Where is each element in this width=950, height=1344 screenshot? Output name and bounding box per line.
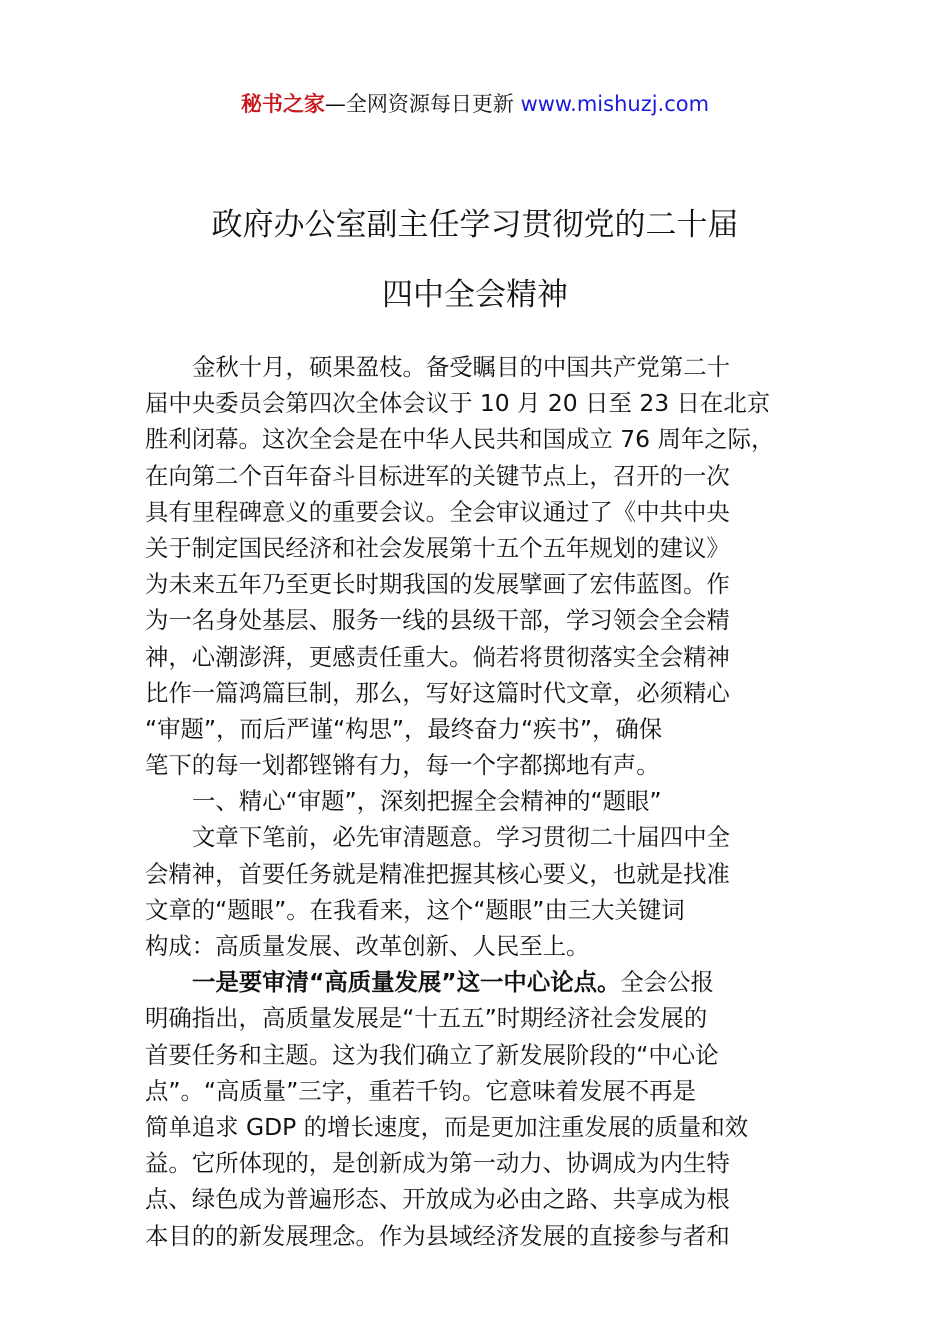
paragraph-line: 为未来五年乃至更长时期我国的发展擘画了宏伟蓝图。作	[145, 570, 730, 599]
paragraph-text: 全会公报	[620, 968, 714, 997]
document-title	[0, 190, 950, 330]
paragraph-line: 笔下的每一划都铿锵有力，每一个字都掷地有声。	[145, 751, 660, 780]
paragraph-line: 具有里程碑意义的重要会议。全会审议通过了《中共中央	[145, 497, 730, 526]
paragraph-line: 构成：高质量发展、改革创新、人民至上。	[145, 932, 590, 960]
site-header	[0, 88, 950, 120]
paragraph-line: 点”。“高质量”三字，重若千钧。它意味着发展不再是	[145, 1076, 696, 1105]
paragraph-line	[145, 964, 805, 1000]
paragraph-line: 届中央委员会第四次全体会议于 10 月 20 日至 23 日在北京	[145, 389, 771, 418]
paragraph-line: 明确指出，高质量发展是“十五五”时期经济社会发展的	[145, 1004, 708, 1033]
paragraph-line: 比作一篇鸿篇巨制，那么，写好这篇时代文章，必须精心	[145, 678, 730, 707]
title-line-2: 四中全会精神	[382, 277, 568, 313]
paragraph-line: 益。它所体现的，是创新成为第一动力、协调成为内生特	[145, 1149, 730, 1178]
title-line-1: 政府办公室副主任学习贯彻党的二十届	[211, 207, 739, 243]
paragraph-line: 神，心潮澎湃，更感责任重大。倘若将贯彻落实全会精神	[145, 642, 730, 671]
paragraph-line: 在向第二个百年奋斗目标进军的关键节点上，召开的一次	[145, 461, 730, 490]
paragraph-line: 文章下笔前，必先审清题意。学习贯彻二十届四中全	[192, 823, 730, 852]
document-body	[145, 349, 805, 1254]
paragraph-line: 关于制定国民经济和社会发展第十五个五年规划的建议》	[145, 533, 730, 562]
paragraph-line: 首要任务和主题。这为我们确立了新发展阶段的“中心论	[145, 1040, 719, 1069]
site-brand: 秘书之家	[240, 92, 325, 116]
paragraph-line: 本目的的新发展理念。作为县域经济发展的直接参与者和	[145, 1221, 730, 1250]
site-url-link[interactable]: www.mishuzj.com	[520, 92, 710, 116]
paragraph-line: 金秋十月，硕果盈枝。备受瞩目的中国共产党第二十	[192, 353, 730, 381]
section-heading: 一、精心“审题”，深刻把握全会精神的“题眼”	[192, 787, 662, 816]
paragraph-line: 点、绿色成为普遍形态、开放成为必由之路、共享成为根	[145, 1185, 730, 1214]
paragraph-line: 会精神，首要任务就是精准把握其核心要义，也就是找准	[145, 859, 730, 888]
paragraph-line: “审题”，而后严谨“构思”，最终奋力“疾书”，确保	[145, 714, 663, 743]
bold-lead-sentence: 一是要审清“高质量发展”这一中心论点。	[192, 968, 621, 997]
site-tagline: —全网资源每日更新	[324, 92, 521, 116]
paragraph-line: 简单追求 GDP 的增长速度，而是更加注重发展的质量和效	[145, 1112, 749, 1141]
paragraph-line: 胜利闭幕。这次全会是在中华人民共和国成立 76 周年之际，	[145, 425, 775, 454]
paragraph-line: 为一名身处基层、服务一线的县级干部，学习领会全会精	[145, 606, 730, 635]
paragraph-line: 文章的“题眼”。在我看来，这个“题眼”由三大关键词	[145, 895, 685, 924]
